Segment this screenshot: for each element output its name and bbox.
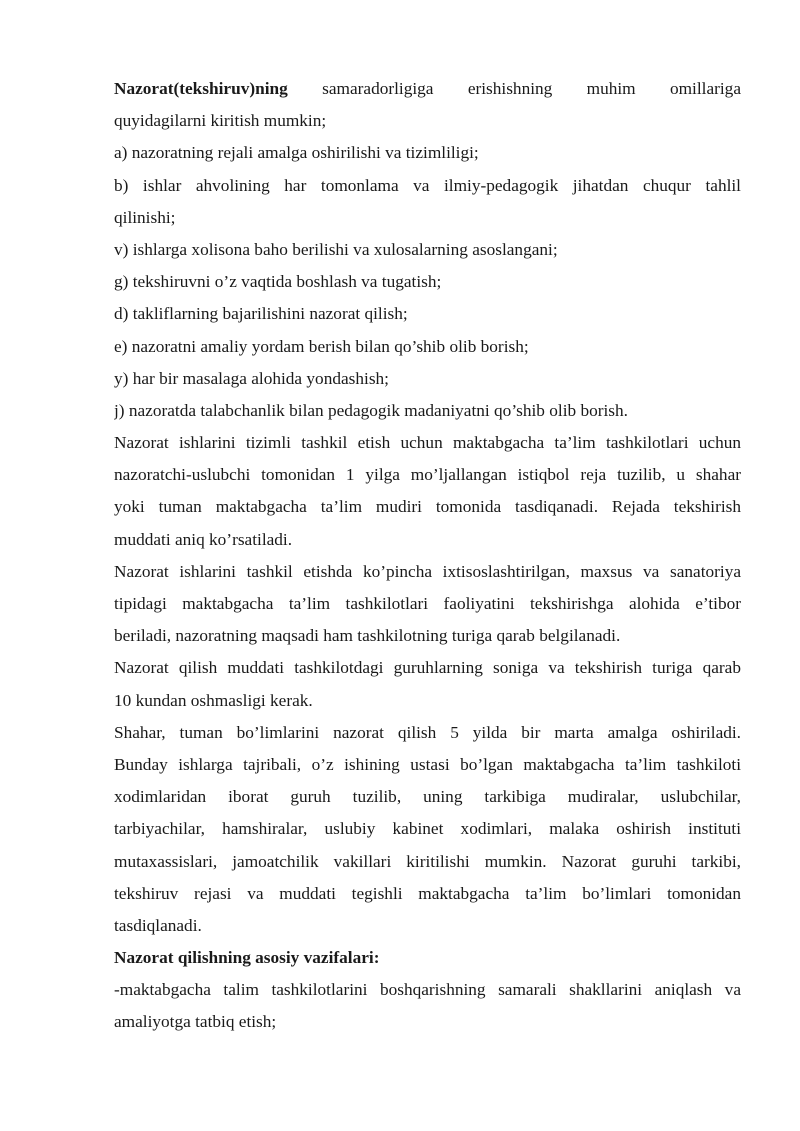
list-item-b: b) ishlar ahvolining har tomonlama va ilmiy-pedagogik jihatdan chuqur tahlil <box>114 175 741 195</box>
paragraph-line: mutaxassislari, jamoatchilik vakillari kiritilishi mumkin. Nazorat guruhi tarkibi, <box>114 851 741 871</box>
paragraph-line: muddati aniq ko’rsatiladi. <box>114 529 293 549</box>
task-line: amaliyotga tatbiq etish; <box>114 1012 277 1032</box>
paragraph-line: Nazorat ishlarini tizimli tashkil etish uchun maktabgacha ta’lim tashkilotlari uchun <box>114 433 741 453</box>
paragraph-line: tarbiyachilar, hamshiralar, uslubiy kabinet xodimlari, malaka oshirish instituti <box>114 819 741 839</box>
list-item-g: g) tekshiruvni o’z vaqtida boshlash va tugatish; <box>114 272 442 292</box>
paragraph-line: tasdiqlanadi. <box>114 915 202 935</box>
paragraph-line: beriladi, nazoratning maqsadi ham tashkilotning turiga qarab belgilanadi. <box>114 626 621 646</box>
document-page <box>114 73 741 1039</box>
paragraph-line: tekshiruv rejasi va muddati tegishli maktabgacha ta’lim bo’limlari tomonidan <box>114 883 741 903</box>
list-item-a: a) nazoratning rejali amalga oshirilishi va tizimliligi; <box>114 143 479 163</box>
list-item-j: j) nazoratda talabchanlik bilan pedagogik madaniyatni qo’shib olib borish. <box>114 400 628 420</box>
intro-bold-term: Nazorat(tekshiruv)ning <box>114 79 288 98</box>
intro-line <box>114 73 741 105</box>
paragraph-line: 10 kundan oshmasligi kerak. <box>114 690 313 710</box>
list-item-v: v) ishlarga xolisona baho berilishi va xulosalarning asoslangani; <box>114 239 558 259</box>
paragraph-line: Nazorat qilish muddati tashkilotdagi guruhlarning soniga va tekshirish turiga qarab <box>114 658 741 678</box>
task-line: -maktabgacha talim tashkilotlarini boshqarishning samarali shakllarini aniqlash va <box>114 980 741 1000</box>
intro-rest-text: samaradorligiga erishishning muhim omillariga <box>322 79 741 98</box>
list-item-y: y) har bir masalaga alohida yondashish; <box>114 368 389 388</box>
section-heading: Nazorat qilishning asosiy vazifalari: <box>114 948 380 968</box>
paragraph-line: yoki tuman maktabgacha ta’lim mudiri tomonida tasdiqanadi. Rejada tekshirish <box>114 497 741 517</box>
paragraph-line: Nazorat ishlarini tashkil etishda ko’pincha ixtisoslashtirilgan, maxsus va sanatoriya <box>114 561 741 581</box>
text-line: quyidagilarni kiritish mumkin; <box>114 111 327 131</box>
paragraph-line: tipidagi maktabgacha ta’lim tashkilotlari faoliyatini tekshirishga alohida e’tibor <box>114 594 741 613</box>
paragraph-line: xodimlaridan iborat guruh tuzilib, uning tarkibiga mudiralar, uslubchilar, <box>114 787 741 807</box>
list-item-d: d) takliflarning bajarilishini nazorat qilish; <box>114 304 408 324</box>
text-line: qilinishi; <box>114 207 176 227</box>
paragraph-line: Shahar, tuman bo’limlarini nazorat qilish 5 yilda bir marta amalga oshiriladi. <box>114 722 741 742</box>
paragraph-line: nazoratchi-uslubchi tomonidan 1 yilga mo’ljallangan istiqbol reja tuzilib, u shahar <box>114 465 741 485</box>
list-item-e: e) nazoratni amaliy yordam berish bilan qo’shib olib borish; <box>114 336 529 356</box>
paragraph-line: Bunday ishlarga tajribali, o’z ishining ustasi bo’lgan maktabgacha ta’lim tashkiloti <box>114 754 741 774</box>
